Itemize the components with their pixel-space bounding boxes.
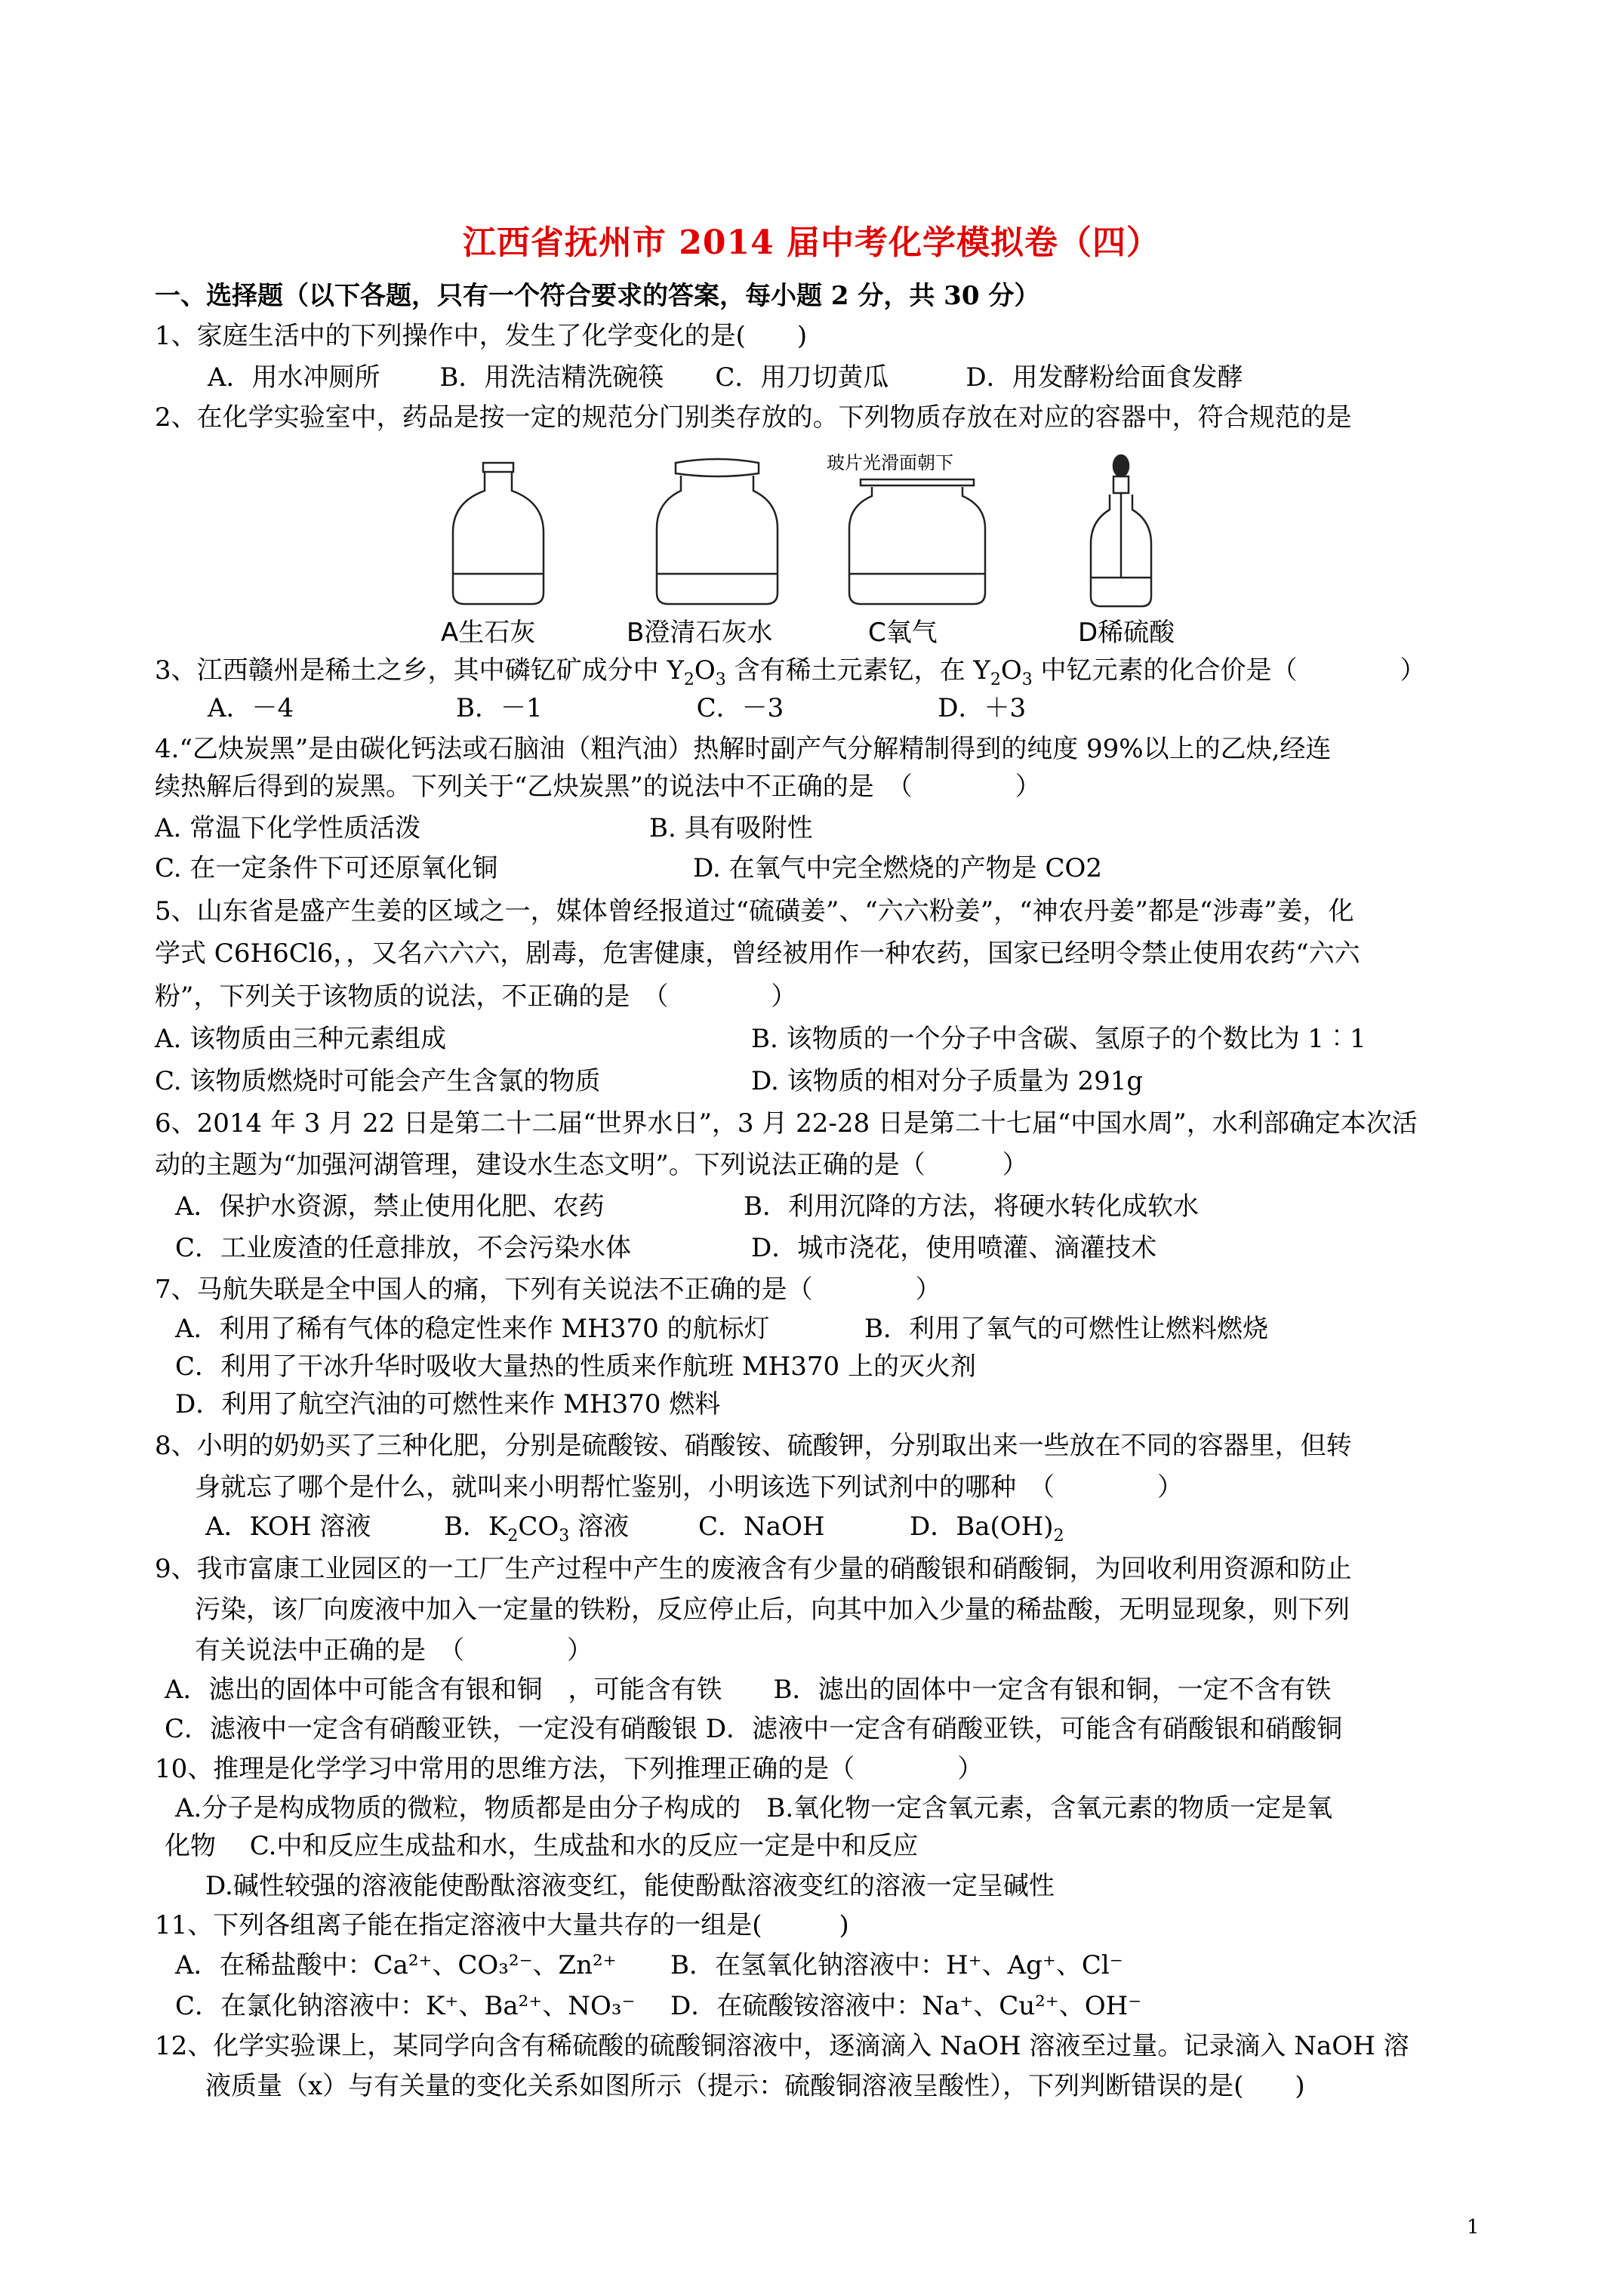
- question-5-option-d: D. 该物质的相对分子质量为 291g: [751, 1066, 1144, 1096]
- question-9-line2: 污染，该厂向废液中加入一定量的铁粉，反应停止后，向其中加入少量的稀盐酸，无明显现象，则下列: [195, 1595, 1350, 1625]
- question-6-line2: 动的主题为“加强河湖管理，建设水生态文明”。下列说法正确的是（ ）: [155, 1150, 1028, 1180]
- question-4-option-c: C. 在一定条件下可还原氧化铜: [155, 853, 498, 883]
- question-8-line1: 8、小明的奶奶买了三种化肥，分别是硫酸铵、硝酸铵、硫酸钾，分别取出来一些放在不同的容器里，但转: [155, 1431, 1352, 1461]
- question-10-stem: 10、推理是化学学习中常用的思维方法，下列推理正确的是（ ）: [155, 1754, 984, 1784]
- question-5-option-c: C. 该物质燃烧时可能会产生含氯的物质: [155, 1066, 601, 1096]
- question-4-line2: 续热解后得到的炭黑。下列关于“乙炔炭黑”的说法中不正确的是 （ ）: [155, 772, 1041, 802]
- bottle-a: [453, 463, 544, 604]
- label-d: D稀硫酸: [1078, 618, 1175, 648]
- question-10-line1: A.分子是构成物质的微粒，物质都是由分子构成的 B.氧化物一定含氧元素，含氧元素的物质一定是氧: [175, 1793, 1333, 1823]
- page-number: 1: [1467, 2216, 1480, 2239]
- question-8-option-c: C．NaOH: [698, 1512, 825, 1542]
- question-8-option-d: D．$Ba(OH)_2$: [910, 1512, 1064, 1546]
- question-1-stem: 1、家庭生活中的下列操作中，发生了化学变化的是( ): [155, 321, 808, 351]
- question-11-option-a: A．在稀盐酸中：Ca²⁺、CO₃²⁻、Zn²⁺: [175, 1950, 617, 1980]
- question-11-option-c: C．在氯化钠溶液中：K⁺、Ba²⁺、NO₃⁻: [175, 1991, 636, 2021]
- question-7-option-b: B．利用了氧气的可燃性让燃料燃烧: [864, 1314, 1268, 1344]
- question-6-option-c: C．工业废渣的任意排放，不会污染水体: [175, 1233, 632, 1263]
- question-4-option-d: D. 在氧气中完全燃烧的产物是 CO2: [693, 853, 1102, 883]
- question-3-options: A．－4 B．－1 C．－3 D．＋3: [208, 693, 1027, 723]
- label-a: A生石灰: [441, 618, 536, 648]
- question-7-stem: 7、马航失联是全中国人的痛，下列有关说法不正确的是（ ）: [155, 1274, 941, 1305]
- bottle-b: [657, 459, 778, 604]
- question-3-stem: 3、江西赣州是稀土之乡，其中磷钇矿成分中 $Y_2O_3$ 含有稀土元素钇，在 $Y_2O_3$ 中钇元素的化合价是（ ）: [155, 655, 1426, 689]
- question-9-line3: 有关说法中正确的是 （ ）: [195, 1635, 593, 1666]
- question-7-option-d: D．利用了航空汽油的可燃性来作 MH370 燃料: [175, 1389, 721, 1419]
- question-1-options: A．用水冲厕所 B．用洗洁精洗碗筷 C．用刀切黄瓜 D．用发酵粉给面食发酵: [208, 362, 1243, 393]
- glass-slide-caption: 玻片光滑面朝下: [827, 452, 953, 473]
- reagent-bottles-figure: [438, 449, 1253, 648]
- question-6-option-b: B．利用沉降的方法，将硬水转化成软水: [744, 1191, 1199, 1222]
- label-c: C氧气: [868, 618, 938, 648]
- question-5-option-a: A. 该物质由三种元素组成: [155, 1024, 447, 1054]
- question-10-line2: 化物 C.中和反应生成盐和水，生成盐和水的反应一定是中和反应: [165, 1831, 919, 1861]
- question-4-option-a: A. 常温下化学性质活泼: [155, 813, 421, 843]
- question-11-stem: 11、下列各组离子能在指定溶液中大量共存的一组是( ): [155, 1910, 849, 1940]
- question-5-line2: 学式 C6H6Cl6，，又名六六六，剧毒，危害健康，曾经被用作一种农药，国家已经明令禁止使用农药“六六: [155, 938, 1360, 969]
- question-6-option-d: D．城市浇花，使用喷灌、滴灌技术: [751, 1233, 1157, 1263]
- question-4-option-b: B. 具有吸附性: [649, 813, 813, 843]
- question-9-line1: 9、我市富康工业园区的一工厂生产过程中产生的废液含有少量的硝酸银和硝酸铜，为回收利用资源和防止: [155, 1554, 1352, 1584]
- question-8-option-b: B．$K_2CO_3$ 溶液: [444, 1512, 630, 1546]
- question-11-option-d: D．在硫酸铵溶液中：Na⁺、Cu²⁺、OH⁻: [670, 1991, 1142, 2021]
- question-12-line2: 液质量（x）与有关量的变化关系如图所示（提示：硫酸铜溶液呈酸性），下列判断错误的是( ): [205, 2071, 1305, 2101]
- section-heading: 一、选择题（以下各题，只有一个符合要求的答案，每小题 2 分，共 30 分）: [155, 281, 1040, 311]
- question-4-line1: 4.“乙炔炭黑”是由碳化钙法或石脑油（粗汽油）热解时副产气分解精制得到的纯度 99%以上的乙炔,经连: [155, 734, 1332, 764]
- question-10-line3: D.碱性较强的溶液能使酚酞溶液变红，能使酚酞溶液变红的溶液一定呈碱性: [205, 1871, 1055, 1901]
- bottle-d: [1091, 455, 1151, 606]
- question-11-option-b: B．在氢氧化钠溶液中：H⁺、Ag⁺、Cl⁻: [670, 1950, 1123, 1980]
- question-5-option-b: B. 该物质的一个分子中含碳、氢原子的个数比为 1︰1: [751, 1024, 1366, 1054]
- question-5-line3: 粉”，下列关于该物质的说法，不正确的是 （ ）: [155, 982, 797, 1012]
- label-b: B澄清石灰水: [627, 618, 773, 648]
- question-12-line1: 12、化学实验课上，某同学向含有稀硫酸的硫酸铜溶液中，逐滴滴入 NaOH 溶液至过量。记录滴入 NaOH 溶: [155, 2031, 1409, 2061]
- question-7-option-c: C．利用了干冰升华时吸收大量热的性质来作航班 MH370 上的灭火剂: [175, 1351, 976, 1382]
- question-5-line1: 5、山东省是盛产生姜的区域之一，媒体曾经报道过“硫磺姜”、“六六粉姜”，“神农丹姜”都是“涉毒”姜，化: [155, 896, 1354, 926]
- question-8-option-a: A．KOH 溶液: [205, 1512, 371, 1542]
- question-8-line2: 身就忘了哪个是什么，就叫来小明帮忙鉴别，小明该选下列试剂中的哪种 （ ）: [195, 1472, 1183, 1502]
- question-9-options-ab: A．滤出的固体中可能含有银和铜 ，可能含有铁 B．滤出的固体中一定含有银和铜，一定不含有铁: [165, 1675, 1332, 1705]
- bottle-c: [849, 479, 985, 604]
- question-9-options-cd: C．滤液中一定含有硝酸亚铁，一定没有硝酸银 D．滤液中一定含有硝酸亚铁，可能含有硝酸银和硝酸铜: [165, 1714, 1343, 1744]
- question-2-stem: 2、在化学实验室中，药品是按一定的规范分门别类存放的。下列物质存放在对应的容器中，符合规范的是: [155, 402, 1352, 433]
- question-7-option-a: A．利用了稀有气体的稳定性来作 MH370 的航标灯: [175, 1314, 770, 1344]
- question-6-option-a: A．保护水资源，禁止使用化肥、农药: [175, 1191, 605, 1222]
- exam-title: 江西省抚州市 2014 届中考化学模拟卷（四）: [462, 223, 1161, 262]
- question-6-line1: 6、2014 年 3 月 22 日是第二十二届“世界水日”，3 月 22-28 日是第二十七届“中国水周”，水利部确定本次活: [155, 1108, 1418, 1139]
